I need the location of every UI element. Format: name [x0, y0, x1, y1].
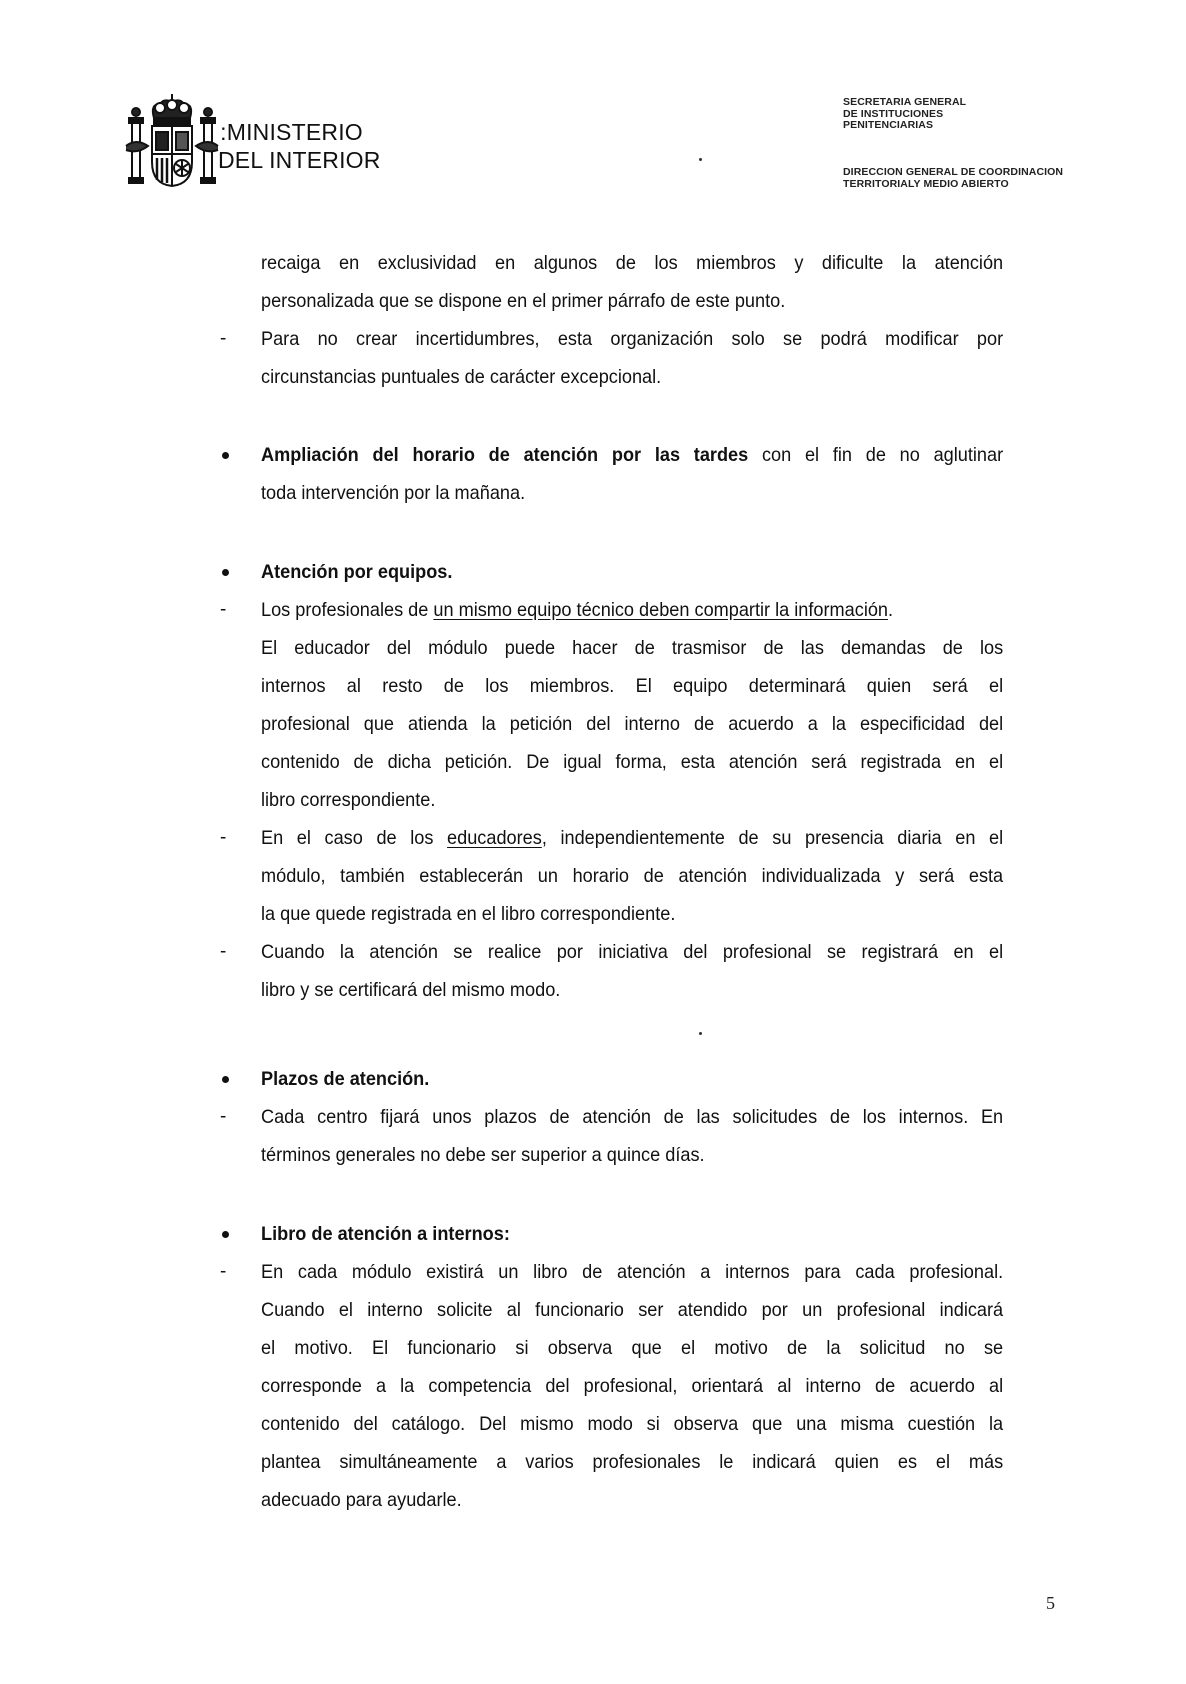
body-line: libro correspondiente. [261, 789, 436, 811]
spain-coat-of-arms-icon [124, 92, 220, 190]
section-ampliacion-title: Ampliación del horario de atención por las tardes [261, 444, 749, 466]
dash-marker: - [220, 599, 227, 620]
page-number: 5 [1046, 1593, 1055, 1613]
bullet-icon [222, 1076, 229, 1083]
direccion-line-1: DIRECCION GENERAL DE COORDINACION [843, 166, 1064, 178]
body-line: En cada módulo existirá un libro de atención a internos para cada profesional. [261, 1261, 1004, 1283]
body-line: Cuando el interno solicite al funcionario ser atendido por un profesional indicará [261, 1299, 1004, 1321]
body-line: módulo, también establecerán un horario de atención individualizada y será esta [261, 865, 1004, 887]
body-line: profesional que atienda la petición del interno de acuerdo a la especificidad del [261, 713, 1004, 735]
body-line: circunstancias puntuales de carácter excepcional. [261, 366, 662, 388]
text-span: , independientemente de su presencia diaria en el [541, 827, 1004, 849]
body-line: Cada centro fijará unos plazos de atención de las solicitudes de los internos. En [261, 1106, 1004, 1128]
body-line: adecuado para ayudarle. [261, 1489, 462, 1511]
underlined-text: educadores [447, 827, 542, 849]
dash-marker: - [220, 328, 227, 349]
body-line: términos generales no debe ser superior a quince días. [261, 1144, 705, 1166]
section-title: Atención por equipos. [261, 561, 453, 583]
body-line: personalizada que se dispone en el primer párrafo de este punto. [261, 290, 786, 312]
bullet-icon [222, 452, 229, 459]
direccion-general-heading [843, 166, 1063, 190]
body-line: toda intervención por la mañana. [261, 482, 526, 504]
scan-speck [699, 1032, 702, 1035]
equipos-item-1-line-1 [261, 598, 1003, 622]
equipos-item-2-line-1 [261, 826, 1003, 850]
body-line: contenido del catálogo. Del mismo modo si observa que una misma cuestión la [261, 1413, 1004, 1435]
secretaria-line-1: SECRETARIA GENERAL [843, 96, 967, 108]
underlined-text: un mismo equipo técnico deben compartir la información [433, 599, 889, 621]
body-line: recaiga en exclusividad en algunos de los miembros y dificulte la atención [261, 252, 1004, 274]
dash-marker: - [220, 941, 227, 962]
body-line: corresponde a la competencia del profesional, orientará al interno de acuerdo al [261, 1375, 1004, 1397]
bullet-icon [222, 1231, 229, 1238]
dash-marker: - [220, 1106, 227, 1127]
secretaria-general-heading [843, 97, 966, 132]
section-libro-title [261, 1222, 1003, 1246]
secretaria-line-3: PENITENCIARIAS [843, 119, 934, 131]
section-title: Plazos de atención. [261, 1068, 430, 1090]
body-line: la que quede registrada en el libro correspondiente. [261, 903, 676, 925]
text-span: . [888, 599, 894, 621]
section-plazos-title [261, 1067, 1003, 1091]
bullet-icon [222, 569, 229, 576]
body-line: contenido de dicha petición. De igual forma, esta atención será registrada en el [261, 751, 1004, 773]
secretaria-line-2: DE INSTITUCIONES [843, 107, 944, 120]
ministry-name [218, 118, 381, 174]
dash-marker: - [220, 1261, 227, 1282]
body-line: internos al resto de los miembros. El equipo determinará quien será el [261, 675, 1004, 697]
body-line: el motivo. El funcionario si observa que el motivo de la solicitud no se [261, 1337, 1004, 1359]
section-equipos-title [261, 560, 1003, 584]
ministry-line-1: :MINISTERIO [218, 119, 363, 145]
body-line: Cuando la atención se realice por iniciativa del profesional se registrará en el [261, 941, 1004, 963]
direccion-line-2: TERRITORIALY MEDIO ABIERTO [843, 178, 1009, 190]
dash-marker: - [220, 827, 227, 848]
body-line: El educador del módulo puede hacer de trasmisor de las demandas de los [261, 637, 1004, 659]
body-line: plantea simultáneamente a varios profesionales le indicará quien es el más [261, 1451, 1004, 1473]
ministry-line-2: DEL INTERIOR [218, 147, 381, 173]
section-title: Libro de atención a internos: [261, 1223, 510, 1245]
text-span: En el caso de los [261, 827, 448, 849]
scan-speck [699, 158, 702, 161]
section-ampliacion-line-1 [261, 443, 1003, 467]
text-span: Los profesionales de [261, 599, 434, 621]
body-line: Para no crear incertidumbres, esta organización solo se podrá modificar por [261, 328, 1004, 350]
body-line: libro y se certificará del mismo modo. [261, 979, 561, 1001]
section-ampliacion-text: con el fin de no aglutinar [748, 444, 1004, 466]
